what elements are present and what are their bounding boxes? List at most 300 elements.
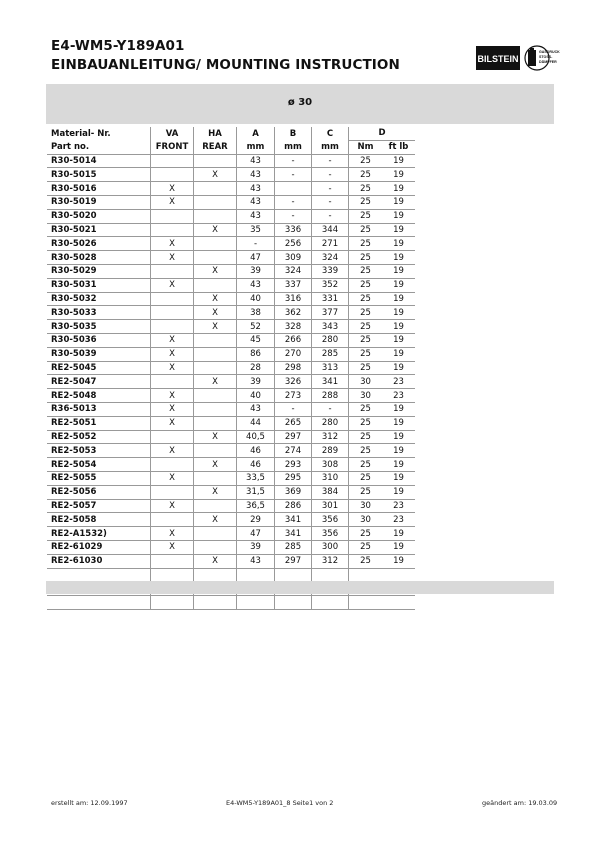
table-row [47, 416, 415, 430]
cell-dim-a: 46 [237, 444, 275, 458]
table-header-row [47, 127, 415, 140]
table-row [47, 513, 415, 527]
cell-dim-c: 324 [312, 251, 349, 265]
cell-dim-a: 28 [237, 361, 275, 375]
cell-rear: X [194, 292, 237, 306]
cell-torque-nm: 25 [349, 333, 383, 347]
cell-rear: X [194, 223, 237, 237]
cell-dim-b: - [275, 195, 312, 209]
cell-dim-a: 52 [237, 320, 275, 334]
cell-part-no: RE2-61029 [47, 540, 151, 554]
cell-dim-b: 298 [275, 361, 312, 375]
cell-dim-a: 43 [237, 402, 275, 416]
cell-dim-c: 343 [312, 320, 349, 334]
cell-dim-b: 274 [275, 444, 312, 458]
cell-dim-b: 341 [275, 527, 312, 541]
cell-dim-b: 295 [275, 471, 312, 485]
cell-part-no: R30-5036 [47, 333, 151, 347]
cell-dim-b [275, 596, 312, 610]
cell-dim-b: 336 [275, 223, 312, 237]
cell-rear [194, 154, 237, 168]
table-row [47, 361, 415, 375]
cell-dim-b: 265 [275, 416, 312, 430]
cell-dim-c: - [312, 402, 349, 416]
cell-dim-a: 43 [237, 154, 275, 168]
cell-part-no [47, 568, 151, 582]
header-c: C [312, 127, 349, 140]
cell-front: X [151, 444, 194, 458]
cell-rear [194, 540, 237, 554]
cell-part-no [47, 596, 151, 610]
cell-torque-nm: 25 [349, 223, 383, 237]
cell-front: X [151, 361, 194, 375]
cell-rear [194, 333, 237, 347]
section-band [46, 84, 554, 124]
table-row [47, 568, 415, 582]
cell-torque-ftlb: 19 [382, 278, 415, 292]
cell-dim-a: 40 [237, 389, 275, 403]
table-row [47, 223, 415, 237]
cell-torque-nm [349, 568, 383, 582]
svg-text:STOSS-: STOSS- [539, 55, 553, 59]
cell-torque-nm: 25 [349, 402, 383, 416]
table-row [47, 596, 415, 610]
cell-front: X [151, 237, 194, 251]
cell-torque-nm: 25 [349, 361, 383, 375]
cell-torque-nm: 25 [349, 540, 383, 554]
table-row [47, 444, 415, 458]
cell-part-no: R30-5019 [47, 195, 151, 209]
cell-front: X [151, 540, 194, 554]
parts-table [47, 127, 415, 610]
cell-torque-ftlb: 19 [382, 471, 415, 485]
cell-part-no: R30-5039 [47, 347, 151, 361]
cell-dim-c: 341 [312, 375, 349, 389]
cell-dim-c [312, 596, 349, 610]
footer-page: E4-WM5-Y189A01_8 Seite1 von 2 [226, 799, 334, 807]
cell-dim-a [237, 596, 275, 610]
cell-part-no: R30-5033 [47, 306, 151, 320]
table-row [47, 375, 415, 389]
cell-rear [194, 182, 237, 196]
table-row [47, 540, 415, 554]
cell-rear: X [194, 458, 237, 472]
cell-rear [194, 195, 237, 209]
cell-torque-nm: 25 [349, 195, 383, 209]
cell-part-no: RE2-5048 [47, 389, 151, 403]
header-rear: REAR [194, 140, 237, 154]
cell-torque-nm: 25 [349, 154, 383, 168]
cell-dim-a: 29 [237, 513, 275, 527]
cell-rear [194, 568, 237, 582]
table-row [47, 320, 415, 334]
table-subheader-row [47, 140, 415, 154]
cell-front [151, 154, 194, 168]
cell-front [151, 513, 194, 527]
cell-torque-ftlb: 19 [382, 458, 415, 472]
cell-torque-ftlb: 19 [382, 292, 415, 306]
cell-dim-c: 285 [312, 347, 349, 361]
cell-front: X [151, 251, 194, 265]
cell-rear [194, 527, 237, 541]
cell-torque-ftlb: 19 [382, 251, 415, 265]
cell-dim-b: - [275, 168, 312, 182]
cell-dim-a: 43 [237, 209, 275, 223]
cell-dim-b: - [275, 154, 312, 168]
cell-torque-ftlb: 19 [382, 333, 415, 347]
cell-dim-a: 86 [237, 347, 275, 361]
cell-part-no: R30-5016 [47, 182, 151, 196]
cell-dim-c: - [312, 154, 349, 168]
header-unit-c: mm [312, 140, 349, 154]
header-ha: HA [194, 127, 237, 140]
cell-torque-nm: 25 [349, 485, 383, 499]
cell-rear [194, 209, 237, 223]
table-row [47, 251, 415, 265]
bilstein-logo [476, 45, 566, 71]
cell-torque-nm: 25 [349, 416, 383, 430]
cell-dim-c: 310 [312, 471, 349, 485]
cell-part-no: RE2-A1532) [47, 527, 151, 541]
diameter-label: ø 30 [287, 97, 313, 108]
cell-front [151, 264, 194, 278]
table-row [47, 485, 415, 499]
cell-part-no: R30-5015 [47, 168, 151, 182]
cell-dim-b: 328 [275, 320, 312, 334]
cell-rear: X [194, 554, 237, 568]
cell-dim-c: 331 [312, 292, 349, 306]
cell-dim-b: 341 [275, 513, 312, 527]
cell-dim-a: 38 [237, 306, 275, 320]
cell-part-no: RE2-5056 [47, 485, 151, 499]
cell-dim-c: - [312, 182, 349, 196]
cell-dim-a: 33,5 [237, 471, 275, 485]
cell-dim-c: - [312, 168, 349, 182]
cell-dim-a: 47 [237, 251, 275, 265]
cell-part-no: R30-5021 [47, 223, 151, 237]
cell-dim-c: 271 [312, 237, 349, 251]
header-unit-a: mm [237, 140, 275, 154]
document-code: E4-WM5-Y189A01 [51, 38, 185, 54]
cell-torque-nm: 25 [349, 347, 383, 361]
cell-part-no: RE2-5047 [47, 375, 151, 389]
cell-dim-c: - [312, 195, 349, 209]
cell-torque-ftlb: 19 [382, 223, 415, 237]
cell-part-no: R30-5028 [47, 251, 151, 265]
cell-torque-nm: 25 [349, 237, 383, 251]
table-row [47, 554, 415, 568]
cell-torque-ftlb: 19 [382, 527, 415, 541]
cell-rear [194, 444, 237, 458]
table-row [47, 458, 415, 472]
cell-torque-ftlb: 23 [382, 375, 415, 389]
cell-part-no: R30-5032 [47, 292, 151, 306]
footnote-marker: 2) [97, 528, 107, 539]
cell-front [151, 320, 194, 334]
cell-front: X [151, 389, 194, 403]
cell-torque-nm: 25 [349, 471, 383, 485]
cell-dim-b: 266 [275, 333, 312, 347]
cell-dim-b: - [275, 402, 312, 416]
cell-torque-ftlb: 19 [382, 416, 415, 430]
cell-front [151, 168, 194, 182]
cell-torque-ftlb: 19 [382, 182, 415, 196]
cell-dim-c: 280 [312, 416, 349, 430]
cell-dim-a: 40 [237, 292, 275, 306]
cell-torque-nm: 25 [349, 527, 383, 541]
cell-torque-ftlb: 19 [382, 347, 415, 361]
svg-text:GASDRUCK: GASDRUCK [539, 50, 560, 54]
table-row [47, 264, 415, 278]
cell-dim-c: 288 [312, 389, 349, 403]
cell-part-no: RE2-61030 [47, 554, 151, 568]
table-row [47, 402, 415, 416]
header-unit-ftlb: ft lb [382, 140, 415, 154]
cell-dim-b: 293 [275, 458, 312, 472]
cell-front [151, 568, 194, 582]
cell-torque-nm: 25 [349, 278, 383, 292]
cell-front: X [151, 527, 194, 541]
cell-part-no: RE2-5052 [47, 430, 151, 444]
cell-torque-nm: 25 [349, 444, 383, 458]
cell-dim-c: 356 [312, 527, 349, 541]
cell-torque-nm: 30 [349, 513, 383, 527]
cell-rear [194, 278, 237, 292]
header-va: VA [151, 127, 194, 140]
cell-dim-a [237, 568, 275, 582]
cell-torque-ftlb: 23 [382, 499, 415, 513]
cell-dim-c: 289 [312, 444, 349, 458]
cell-dim-b: 316 [275, 292, 312, 306]
cell-front: X [151, 499, 194, 513]
cell-rear: X [194, 320, 237, 334]
cell-rear [194, 402, 237, 416]
cell-part-no: R30-5014 [47, 154, 151, 168]
cell-front [151, 596, 194, 610]
cell-front: X [151, 195, 194, 209]
cell-rear: X [194, 485, 237, 499]
header-part-no: Part no. [47, 140, 151, 154]
cell-dim-c: 300 [312, 540, 349, 554]
cell-torque-nm [349, 596, 383, 610]
cell-front [151, 306, 194, 320]
header-b: B [275, 127, 312, 140]
cell-torque-nm: 30 [349, 499, 383, 513]
table-row [47, 389, 415, 403]
cell-dim-c: 308 [312, 458, 349, 472]
cell-torque-ftlb: 19 [382, 195, 415, 209]
footer-created: erstellt am: 12.09.1997 [51, 799, 128, 807]
cell-torque-ftlb: 19 [382, 485, 415, 499]
header-unit-nm: Nm [349, 140, 383, 154]
cell-dim-a: 43 [237, 554, 275, 568]
cell-dim-a: 39 [237, 264, 275, 278]
svg-text:DÄMPFER: DÄMPFER [539, 60, 557, 64]
cell-torque-ftlb: 19 [382, 430, 415, 444]
header-a: A [237, 127, 275, 140]
table-row [47, 430, 415, 444]
cell-dim-c: 384 [312, 485, 349, 499]
cell-rear: X [194, 513, 237, 527]
cell-torque-nm: 25 [349, 292, 383, 306]
table-row [47, 209, 415, 223]
cell-torque-ftlb [382, 596, 415, 610]
cell-dim-c [312, 568, 349, 582]
cell-front [151, 485, 194, 499]
cell-dim-b: 369 [275, 485, 312, 499]
table-row [47, 237, 415, 251]
cell-torque-nm: 25 [349, 458, 383, 472]
cell-front [151, 223, 194, 237]
cell-torque-nm: 25 [349, 251, 383, 265]
cell-part-no: RE2-5058 [47, 513, 151, 527]
table-row [47, 347, 415, 361]
header-front: FRONT [151, 140, 194, 154]
cell-torque-ftlb: 19 [382, 402, 415, 416]
cell-dim-b: 326 [275, 375, 312, 389]
header-d: D [349, 127, 416, 140]
cell-dim-a: - [237, 237, 275, 251]
cell-dim-a: 40,5 [237, 430, 275, 444]
table-row [47, 168, 415, 182]
cell-torque-nm: 25 [349, 264, 383, 278]
cell-dim-a: 47 [237, 527, 275, 541]
cell-dim-c: 312 [312, 430, 349, 444]
cell-dim-b: 270 [275, 347, 312, 361]
cell-dim-a: 43 [237, 168, 275, 182]
cell-front [151, 458, 194, 472]
table-row [47, 471, 415, 485]
cell-torque-ftlb [382, 568, 415, 582]
cell-rear [194, 596, 237, 610]
cell-front: X [151, 402, 194, 416]
cell-dim-c: 339 [312, 264, 349, 278]
cell-dim-b: 297 [275, 554, 312, 568]
table-row [47, 195, 415, 209]
cell-dim-a: 44 [237, 416, 275, 430]
cell-rear: X [194, 264, 237, 278]
cell-torque-nm: 25 [349, 430, 383, 444]
cell-part-no: RE2-5045 [47, 361, 151, 375]
table-row [47, 182, 415, 196]
cell-front: X [151, 182, 194, 196]
cell-dim-c: 356 [312, 513, 349, 527]
footer-changed: geändert am: 19.03.09 [482, 799, 558, 807]
table-row [47, 333, 415, 347]
cell-torque-ftlb: 19 [382, 237, 415, 251]
cell-torque-nm: 30 [349, 389, 383, 403]
cell-part-no: R30-5026 [47, 237, 151, 251]
cell-part-no: RE2-5055 [47, 471, 151, 485]
cell-dim-b: 362 [275, 306, 312, 320]
cell-torque-ftlb: 19 [382, 320, 415, 334]
cell-dim-c: 280 [312, 333, 349, 347]
cell-rear: X [194, 430, 237, 444]
cell-dim-b: 309 [275, 251, 312, 265]
cell-dim-a: 39 [237, 540, 275, 554]
cell-rear [194, 361, 237, 375]
cell-torque-ftlb: 23 [382, 389, 415, 403]
cell-part-no: RE2-5053 [47, 444, 151, 458]
cell-dim-a: 31,5 [237, 485, 275, 499]
cell-dim-a: 43 [237, 195, 275, 209]
table-row [47, 527, 415, 541]
cell-front: X [151, 416, 194, 430]
cell-dim-b [275, 182, 312, 196]
cell-part-no: RE2-5054 [47, 458, 151, 472]
cell-dim-a: 36,5 [237, 499, 275, 513]
cell-rear [194, 347, 237, 361]
cell-dim-b: 285 [275, 540, 312, 554]
cell-dim-c: - [312, 209, 349, 223]
cell-torque-ftlb: 19 [382, 361, 415, 375]
cell-front: X [151, 333, 194, 347]
cell-torque-ftlb: 19 [382, 209, 415, 223]
cell-front: X [151, 278, 194, 292]
cell-torque-nm: 25 [349, 306, 383, 320]
header-unit-b: mm [275, 140, 312, 154]
cell-torque-nm: 25 [349, 320, 383, 334]
cell-front: X [151, 471, 194, 485]
cell-dim-b: - [275, 209, 312, 223]
cell-rear [194, 237, 237, 251]
cell-dim-b: 273 [275, 389, 312, 403]
cell-part-no: R30-5029 [47, 264, 151, 278]
cell-dim-c: 344 [312, 223, 349, 237]
cell-torque-nm: 25 [349, 209, 383, 223]
cell-torque-ftlb: 19 [382, 264, 415, 278]
table-row [47, 306, 415, 320]
cell-part-no: RE2-5051 [47, 416, 151, 430]
cell-torque-nm: 30 [349, 375, 383, 389]
cell-part-no: R30-5031 [47, 278, 151, 292]
cell-dim-b [275, 568, 312, 582]
cell-dim-b: 297 [275, 430, 312, 444]
cell-part-no: R30-5035 [47, 320, 151, 334]
svg-text:BILSTEIN: BILSTEIN [477, 54, 519, 64]
cell-dim-a: 46 [237, 458, 275, 472]
cell-rear [194, 389, 237, 403]
cell-dim-a: 45 [237, 333, 275, 347]
table-row [47, 292, 415, 306]
cell-part-no: R30-5020 [47, 209, 151, 223]
table-row [47, 154, 415, 168]
cell-dim-c: 312 [312, 554, 349, 568]
cell-dim-c: 313 [312, 361, 349, 375]
cell-dim-b: 337 [275, 278, 312, 292]
table-row [47, 499, 415, 513]
cell-part-no: R36-5013 [47, 402, 151, 416]
cell-front [151, 375, 194, 389]
table-row [47, 278, 415, 292]
cell-torque-ftlb: 23 [382, 513, 415, 527]
cell-dim-a: 35 [237, 223, 275, 237]
cell-dim-b: 286 [275, 499, 312, 513]
cell-front: X [151, 347, 194, 361]
cell-dim-c: 352 [312, 278, 349, 292]
cell-front [151, 554, 194, 568]
cell-rear [194, 471, 237, 485]
cell-dim-b: 256 [275, 237, 312, 251]
cell-rear: X [194, 168, 237, 182]
cell-torque-ftlb: 19 [382, 540, 415, 554]
cell-dim-c: 301 [312, 499, 349, 513]
header-material: Material- Nr. [51, 128, 111, 139]
cell-torque-ftlb: 19 [382, 306, 415, 320]
bottom-band [46, 581, 554, 594]
cell-dim-a: 39 [237, 375, 275, 389]
cell-rear [194, 499, 237, 513]
